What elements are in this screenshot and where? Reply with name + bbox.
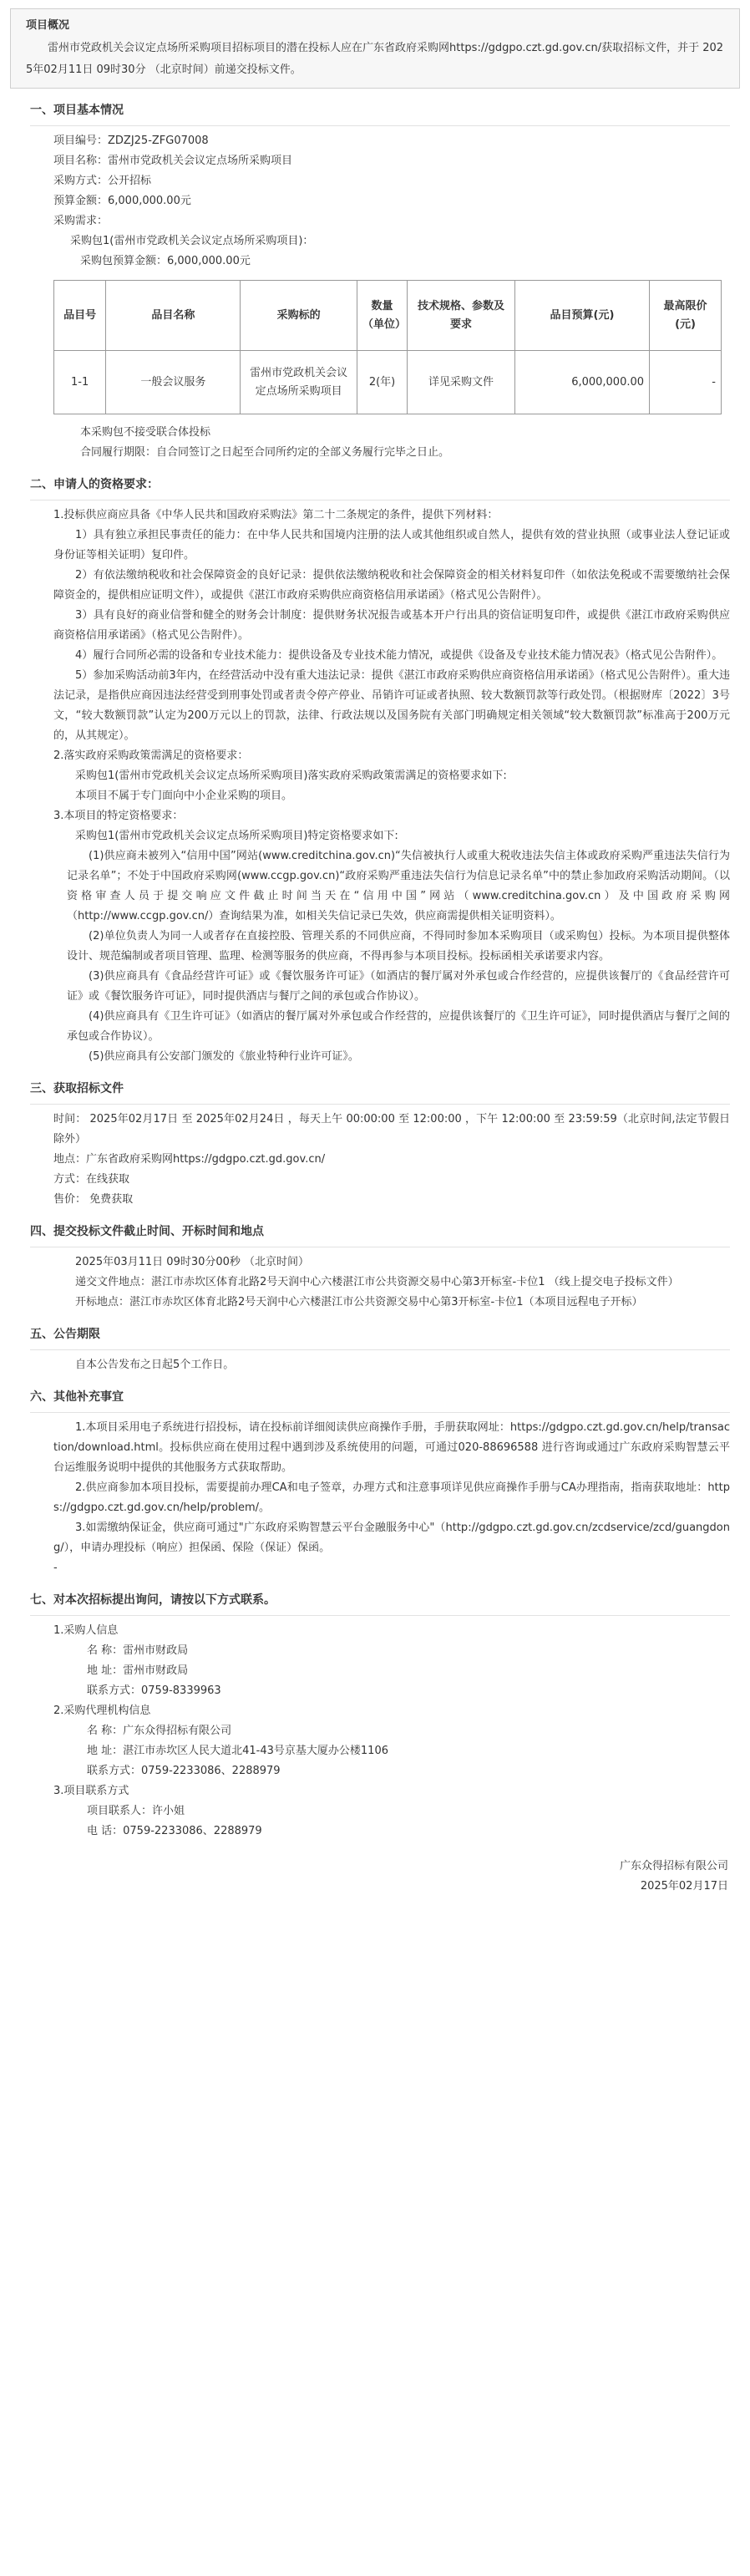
section-other-matters xyxy=(0,1387,750,1578)
notice-period-text: 自本公告发布之日起5个工作日。 xyxy=(75,1359,235,1371)
divider xyxy=(30,1349,730,1350)
obtain-place: 地点：广东省政府采购网https://gdgpo.czt.gd.gov.cn/ xyxy=(53,1153,326,1166)
section-notice-period xyxy=(0,1324,750,1375)
table-cell: 2(年) xyxy=(357,351,407,414)
qualification-item-3-2: (2)单位负责人为同一人或者存在直接控股、管理关系的不同供应商，不得同时参加本采购项目（或采购包）投标。为本项目提供整体设计、规范编制或者项目管理、监理、检测等服务的供应商，不得再参与本项目投标。投标函相关承诺要求内容。 xyxy=(67,930,730,963)
obtain-time: 时间： 2025年02月17日 至 2025年02月24日 ，每天上午 00:00:00 至 12:00:00 ，下午 12:00:00 至 23:59:59（北京时间,法定节假日除外） xyxy=(53,1113,730,1146)
buyer-name: 名 称：雷州市财政局 xyxy=(87,1644,189,1657)
qualification-item-3-package: 采购包1(雷州市党政机关会议定点场所采购项目)特定资格要求如下: xyxy=(75,830,398,842)
project-name: 项目名称：雷州市党政机关会议定点场所采购项目 xyxy=(53,155,293,167)
procurement-method: 采购方式：公开招标 xyxy=(53,175,152,187)
section-basic-info xyxy=(0,100,750,463)
section-title-obtain-documents: 三、获取招标文件 xyxy=(30,1082,124,1095)
submission-deadline: 2025年03月11日 09时30分00秒 （北京时间） xyxy=(75,1256,310,1268)
qualification-item-2-package: 采购包1(雷州市党政机关会议定点场所采购项目)落实政府采购政策需满足的资格要求如下: xyxy=(75,770,507,782)
table-row xyxy=(54,351,722,414)
contact-phone: 电 话：0759-2233086、2288979 xyxy=(87,1825,262,1837)
contract-period: 合同履行期限：自合同签订之日起至合同所约定的全部义务履行完毕之日止。 xyxy=(80,446,450,459)
package-items-table xyxy=(53,280,722,414)
table-cell: 1-1 xyxy=(54,351,106,414)
divider xyxy=(30,1412,730,1413)
table-header: 技术规格、参数及要求 xyxy=(408,281,515,351)
qualification-item-1-3: 3）具有良好的商业信誉和健全的财务会计制度：提供财务状况报告或基本开户行出具的资信证明复印件，或提供《湛江市政府采购供应商资格信用承诺函》（格式见公告附件）。 xyxy=(53,609,730,642)
qualification-item-3-3: (3)供应商具有《食品经营许可证》或《餐饮服务许可证》（如酒店的餐厅属对外承包或合作经营的，应提供该餐厅的《食品经营许可证》或《餐饮服务许可证》，同时提供酒店与餐厅之间的承包或合作协议）。 xyxy=(67,970,730,1003)
buyer-phone: 联系方式：0759-8339963 xyxy=(87,1684,221,1697)
qualification-item-3-1: (1)供应商未被列入“信用中国”网站(www.creditchina.gov.cn)“失信被执行人或重大税收违法失信主体或政府采购严重违法失信行为记录名单”；不处于中国政府采购网(www.ccgp.gov.cn)“政府采购严重违法失信行为信息记录名单”中的禁止参加政府采购活动期间。（以资格审查人员于提交响应文件截止时间当天在“信用中国”网站（www.creditchina.gov.cn）及中国政府采购网（http://www.ccgp.gov.cn/）查询结果为准，如相关失信记录已失效，供应商需提供相关证明资料）。 xyxy=(67,850,730,922)
table-cell: - xyxy=(650,351,722,414)
agency-phone: 联系方式：0759-2233086、2288979 xyxy=(87,1765,281,1777)
no-consortium-note: 本采购包不接受联合体投标 xyxy=(80,426,211,439)
footer-date: 2025年02月17日 xyxy=(640,1880,728,1893)
table-cell: 6,000,000.00 xyxy=(514,351,649,414)
project-overview-box xyxy=(10,8,740,89)
table-header: 采购标的 xyxy=(241,281,357,351)
other-item-3: 3.如需缴纳保证金，供应商可通过"广东政府采购智慧云平台金融服务中心"（http://gdgpo.czt.gd.gov.cn/zcdservice/zcd/guangdong/），申请办理投标（响应）担保函、保险（保证）保函。 xyxy=(53,1522,730,1554)
agency-name: 名 称：广东众得招标有限公司 xyxy=(87,1725,232,1737)
contact-person: 项目联系人：许小姐 xyxy=(87,1805,185,1817)
section-title-other-matters: 六、其他补充事宜 xyxy=(30,1390,124,1404)
section-qualifications xyxy=(0,475,750,1067)
section-contacts xyxy=(0,1590,750,1842)
section-title-qualifications: 二、申请人的资格要求： xyxy=(30,478,159,491)
buyer-heading: 1.采购人信息 xyxy=(53,1624,119,1637)
divider xyxy=(30,125,730,126)
opening-place: 开标地点：湛江市赤坎区体育北路2号天润中心六楼湛江市公共资源交易中心第3开标室-卡位1（本项目远程电子开标） xyxy=(75,1296,643,1308)
table-cell: 详见采购文件 xyxy=(408,351,515,414)
section-obtain-documents xyxy=(0,1079,750,1210)
qualification-item-1-1: 1）具有独立承担民事责任的能力：在中华人民共和国境内注册的法人或其他组织或自然人，提供有效的营业执照（或事业法人登记证或身份证等相关证明）复印件。 xyxy=(53,529,730,561)
qualification-item-2: 2.落实政府采购政策需满足的资格要求： xyxy=(53,749,249,762)
table-header: 数量（单位） xyxy=(357,281,407,351)
qualification-item-3-5: (5)供应商具有公安部门颁发的《旅业特种行业许可证》。 xyxy=(89,1050,359,1063)
other-item-1: 1.本项目采用电子系统进行招投标，请在投标前详细阅读供应商操作手册，手册获取网址：https://gdgpo.czt.gd.gov.cn/help/transaction/download.html。投标供应商在使用过程中遇到涉及系统使用的问题，可通过020-88696588 进行咨询或通过广东政府采购智慧云平台运维服务说明中提供的其他服务方式获取帮助。 xyxy=(53,1421,730,1474)
procurement-demand: 采购需求： xyxy=(53,215,109,227)
qualification-item-1: 1.投标供应商应具备《中华人民共和国政府采购法》第二十二条规定的条件，提供下列材料： xyxy=(53,509,499,521)
table-cell: 雷州市党政机关会议定点场所采购项目 xyxy=(241,351,357,414)
qualification-item-1-4: 4）履行合同所必需的设备和专业技术能力：提供设备及专业技术能力情况，或提供《设备及专业技术能力情况表》（格式见公告附件）。 xyxy=(75,649,723,662)
overview-title: 项目概况 xyxy=(26,19,70,32)
divider xyxy=(30,1615,730,1616)
section-title-contacts: 七、对本次招标提出询问，请按以下方式联系。 xyxy=(30,1593,276,1607)
budget-amount: 预算金额：6,000,000.00元 xyxy=(53,195,191,207)
qualification-item-3: 3.本项目的特定资格要求： xyxy=(53,810,184,822)
footer-organization: 广东众得招标有限公司 xyxy=(619,1860,728,1872)
agency-heading: 2.采购代理机构信息 xyxy=(53,1705,151,1717)
submission-place: 递交文件地点：湛江市赤坎区体育北路2号天润中心六楼湛江市公共资源交易中心第3开标室-卡位1 （线上提交电子投标文件） xyxy=(75,1276,679,1288)
overview-text: 雷州市党政机关会议定点场所采购项目招标项目的潜在投标人应在广东省政府采购网https://gdgpo.czt.gd.gov.cn/获取招标文件，并于 2025年02月11日 09时30分 （北京时间）前递交投标文件。 xyxy=(26,42,724,76)
table-header: 品目预算(元) xyxy=(514,281,649,351)
other-item-2: 2.供应商参加本项目投标，需要提前办理CA和电子签章，办理方式和注意事项详见供应商操作手册与CA办理指南，指南获取地址：https://gdgpo.czt.gd.gov.cn/help/problem/。 xyxy=(53,1481,730,1514)
package-budget: 采购包预算金额：6,000,000.00元 xyxy=(80,255,251,267)
table-header: 品目号 xyxy=(54,281,106,351)
qualification-item-1-5: 5）参加采购活动前3年内，在经营活动中没有重大违法记录：提供《湛江市政府采购供应商资格信用承诺函》（格式见公告附件）。重大违法记录，是指供应商因违法经营受到刑事处罚或者责令停产停业、吊销许可证或者执照、较大数额罚款等行政处罚。（根据财库〔2022〕3号文，“较大数额罚款”认定为200万元以上的罚款，法律、行政法规以及国务院有关部门明确规定相关领域“较大数额罚款”标准高于200万元的，从其规定）。 xyxy=(53,669,730,742)
obtain-way: 方式：在线获取 xyxy=(53,1173,130,1186)
buyer-address: 地 址：雷州市财政局 xyxy=(87,1664,189,1677)
package-name: 采购包1(雷州市党政机关会议定点场所采购项目)： xyxy=(70,235,314,247)
section-title-basic-info: 一、项目基本情况 xyxy=(30,104,124,117)
table-header-row xyxy=(54,281,722,351)
other-dash: - xyxy=(53,1562,58,1574)
project-number: 项目编号：ZDZJ25-ZFG07008 xyxy=(53,135,209,147)
table-header: 品目名称 xyxy=(106,281,241,351)
contact-heading: 3.项目联系方式 xyxy=(53,1785,129,1797)
table-cell: 一般会议服务 xyxy=(106,351,241,414)
obtain-price: 售价： 免费获取 xyxy=(53,1193,134,1206)
section-title-notice-period: 五、公告期限 xyxy=(30,1328,100,1341)
divider xyxy=(30,1104,730,1105)
agency-address: 地 址：湛江市赤坎区人民大道北41-43号京基大厦办公楼1106 xyxy=(87,1745,388,1757)
qualification-item-2-text: 本项目不属于专门面向中小企业采购的项目。 xyxy=(75,790,293,802)
section-deadline xyxy=(0,1222,750,1313)
qualification-item-3-4: (4)供应商具有《卫生许可证》（如酒店的餐厅属对外承包或合作经营的，应提供该餐厅的《卫生许可证》，同时提供酒店与餐厅之间的承包或合作协议）。 xyxy=(67,1010,730,1043)
qualification-item-1-2: 2）有依法缴纳税收和社会保障资金的良好记录：提供依法缴纳税收和社会保障资金的相关材料复印件（如依法免税或不需要缴纳社会保障资金的，提供相应证明文件），或提供《湛江市政府采购供应商资格信用承诺函》（格式见公告附件）。 xyxy=(53,569,730,602)
section-title-deadline: 四、提交投标文件截止时间、开标时间和地点 xyxy=(30,1225,264,1238)
table-header: 最高限价(元) xyxy=(650,281,722,351)
